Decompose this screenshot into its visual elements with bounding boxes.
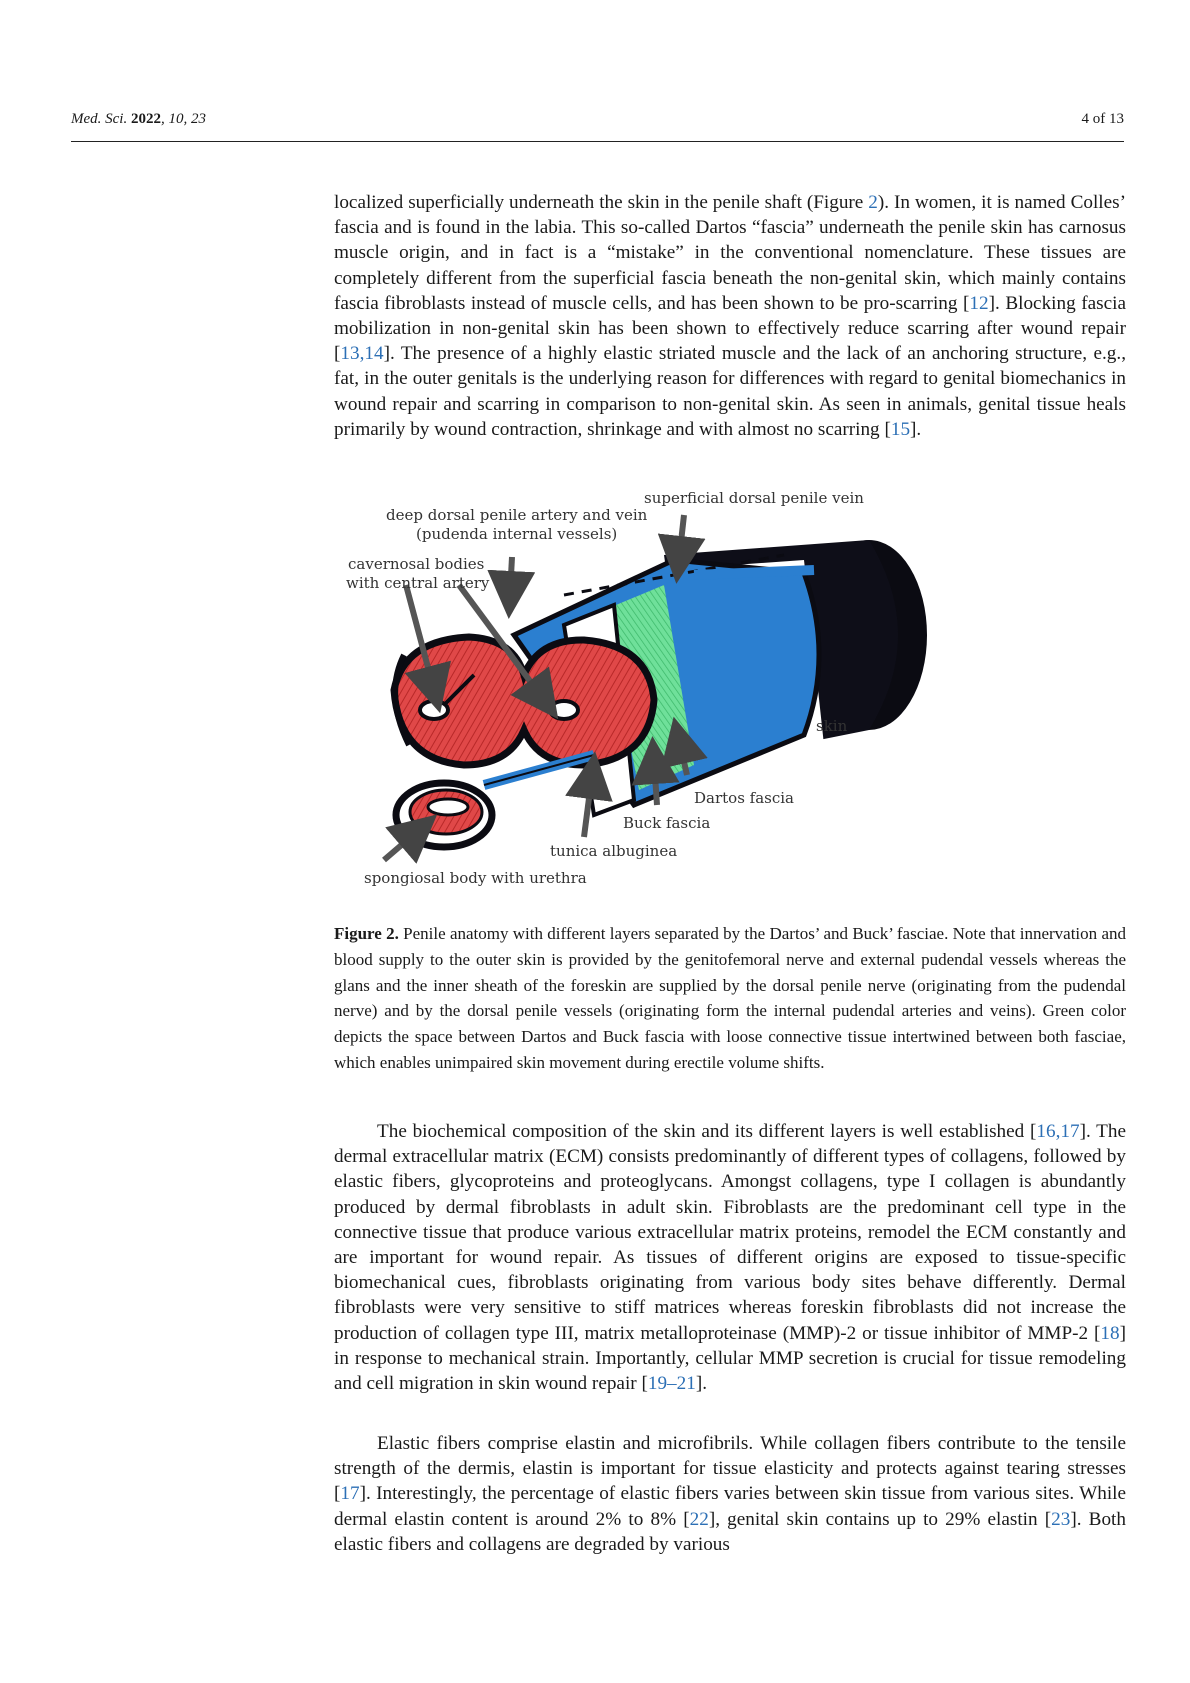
journal-citation: Med. Sci. 2022, 10, 23 xyxy=(71,111,206,127)
spongiosal-body xyxy=(396,755,594,847)
citation-link[interactable]: 22 xyxy=(689,1508,709,1530)
caption-label: Figure 2. xyxy=(334,924,399,943)
label-skin: skin xyxy=(816,717,848,735)
caption-text: Penile anatomy with different layers separated by the Dartos’ and Buck’ fasciae. Note that innervation and blood supply to the outer skin is provided by the genitofemoral nerve and external pudendal vessels whereas the glans and the inner sheath of the foreskin are supplied by the dorsal penile nerve (originating from the pudendal nerve) and by the dorsal penile vessels (originating form the internal pudendal arteries and veins). Green color depicts the space between Dartos and Buck fascia with loose connective tissue intertwined between both fasciae, which enables unimpaired skin movement during erectile volume shifts. xyxy=(334,924,1126,1072)
citation-link[interactable]: 16,17 xyxy=(1036,1121,1080,1142)
body-paragraph-1: localized superficially underneath the skin in the penile shaft (Figure 2). In women, it is named Colles’ fascia and is found in the labia. This so-called Dartos “fascia” underneath the penile skin has carnosus muscle origin, and in fact is a “mistake” in the conventional nomenclature. These tissues are completely different from the superficial fascia beneath the non-genital skin, which mainly contains fascia fibroblasts instead of muscle cells, and has been shown to be pro-scarring [12]. Blocking fascia mobilization in non-genital skin has been shown to effectively reduce scarring after wound repair [13,14]. The presence of a highly elastic striated muscle and the lack of an anchoring structure, e.g., fat, in the outer genitals is the underlying reason for differences with regard to genital biomechanics in wound repair and scarring in comparison to non-genital skin. As seen in animals, genital tissue heals primarily by wound contraction, shrinkage and with almost no scarring [15]. xyxy=(334,192,1126,440)
citation-link[interactable]: 17 xyxy=(340,1483,360,1505)
label-dartos: Dartos fascia xyxy=(694,789,794,807)
label-deep-artery-line2: (pudenda internal vessels) xyxy=(416,525,618,543)
label-cavernosal-line2: with central artery xyxy=(346,574,490,592)
citation-link[interactable]: 19–21 xyxy=(647,1373,696,1395)
citation-link[interactable]: 18 xyxy=(1100,1322,1120,1344)
figure-2-illustration xyxy=(334,490,934,910)
body-paragraph-3: Elastic fibers comprise elastin and microfibrils. While collagen fibers contribute to the tensile strength of the dermis, elastin is important for tissue elasticity and protects against tearing stresses [17]. Interestingly, the percentage of elastic fibers varies between skin tissue from various sites. While dermal elastin content is around 2% to 8% [22], genital skin contains up to 29% elastin [23]. Both elastic fibers and collagens are degraded by various xyxy=(334,1433,1126,1555)
citation-link[interactable]: 15 xyxy=(890,418,911,440)
label-spongiosal: spongiosal body with urethra xyxy=(364,869,587,887)
label-deep-artery-line1: deep dorsal penile artery and vein xyxy=(386,506,648,524)
citation-link[interactable]: 23 xyxy=(1051,1508,1071,1530)
citation-link[interactable]: 12 xyxy=(969,292,989,314)
label-buck: Buck fascia xyxy=(623,814,711,832)
cavernosal-bodies xyxy=(394,637,654,765)
body-paragraph-2: The biochemical composition of the skin and its different layers is well established [16,17]. The dermal extracellular matrix (ECM) consists predominantly of different types of collagens, followed by elastic fibers, glycoproteins and proteoglycans. Amongst collagens, type I collagen is abundantly produced by dermal fibroblasts in adult skin. Fibroblasts are the predominant cell type in the connective tissue that produce various extracellular matrix proteins, remodel the ECM constantly and are important for wound repair. As tissues of different origins are exposed to tissue-specific biomechanical cues, fibroblasts originating from various body sites behave differently. Dermal fibroblasts were very sensitive to stiff matrices whereas foreskin fibroblasts did not increase the production of collagen type III, matrix metalloproteinase (MMP)-2 or tissue inhibitor of MMP-2 [18] in response to mechanical strain. Importantly, cellular MMP secretion is crucial for tissue remodeling and cell migration in skin wound repair [19–21]. xyxy=(334,1121,1126,1395)
penile-anatomy-drawing xyxy=(334,490,934,910)
label-tunica: tunica albuginea xyxy=(550,842,678,860)
label-superficial-vein: superficial dorsal penile vein xyxy=(644,490,864,507)
citation-link[interactable]: 13,14 xyxy=(340,343,384,365)
figure-caption xyxy=(334,921,1126,1076)
page-number: 4 of 13 xyxy=(1081,111,1124,127)
running-header xyxy=(71,111,1124,142)
figure-reference-link[interactable]: 2 xyxy=(868,192,878,213)
label-cavernosal-line1: cavernosal bodies xyxy=(348,555,485,573)
